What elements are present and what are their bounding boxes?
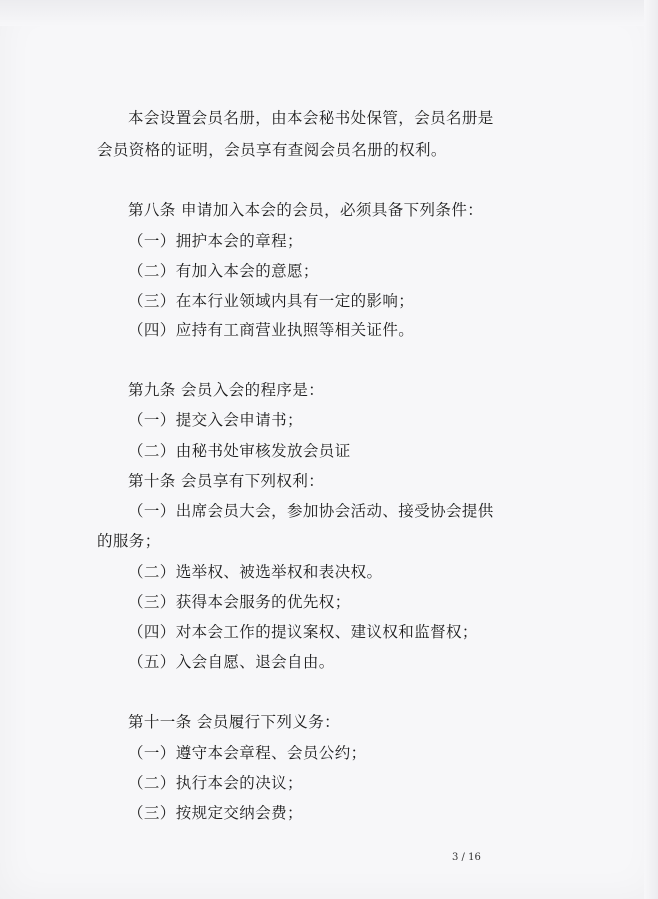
list-item: （三）获得本会服务的优先权；	[128, 593, 351, 611]
list-item: （三）在本行业领域内具有一定的影响；	[128, 292, 415, 310]
list-item: （一）遵守本会章程、会员公约；	[128, 744, 367, 762]
paragraph-line: 会员资格的证明，会员享有查阅会员名册的权利。	[97, 141, 447, 159]
page-number: 3 / 16	[452, 852, 481, 863]
article-heading: 第十一条 会员履行下列义务：	[128, 713, 341, 731]
list-item: （一）出席会员大会，参加协会活动、接受协会提供	[128, 502, 494, 520]
scan-right-shadow	[644, 0, 658, 899]
list-item: （四）对本会工作的提议案权、建议权和监督权；	[128, 623, 478, 641]
list-item: （二）选举权、被选举权和表决权。	[128, 563, 383, 581]
article-heading: 第八条 申请加入本会的会员，必须具备下列条件：	[128, 201, 484, 219]
list-item: （四）应持有工商营业执照等相关证件。	[128, 321, 415, 339]
list-item: （二）执行本会的决议；	[128, 774, 303, 792]
article-heading: 第九条 会员入会的程序是：	[128, 381, 325, 399]
list-item: （一）拥护本会的章程；	[128, 232, 303, 250]
scan-top-shadow	[0, 0, 658, 26]
list-item: （五）入会自愿、退会自由。	[128, 653, 335, 671]
paragraph-line: 本会设置会员名册，由本会秘书处保管，会员名册是	[128, 109, 494, 127]
list-item: （一）提交入会申请书；	[128, 411, 303, 429]
article-heading: 第十条 会员享有下列权利：	[128, 472, 325, 490]
list-item: （二）由秘书处审核发放会员证	[128, 442, 351, 460]
list-item: （三）按规定交纳会费；	[128, 804, 303, 822]
list-item: （二）有加入本会的意愿；	[128, 262, 319, 280]
list-item-continuation: 的服务；	[97, 532, 161, 550]
